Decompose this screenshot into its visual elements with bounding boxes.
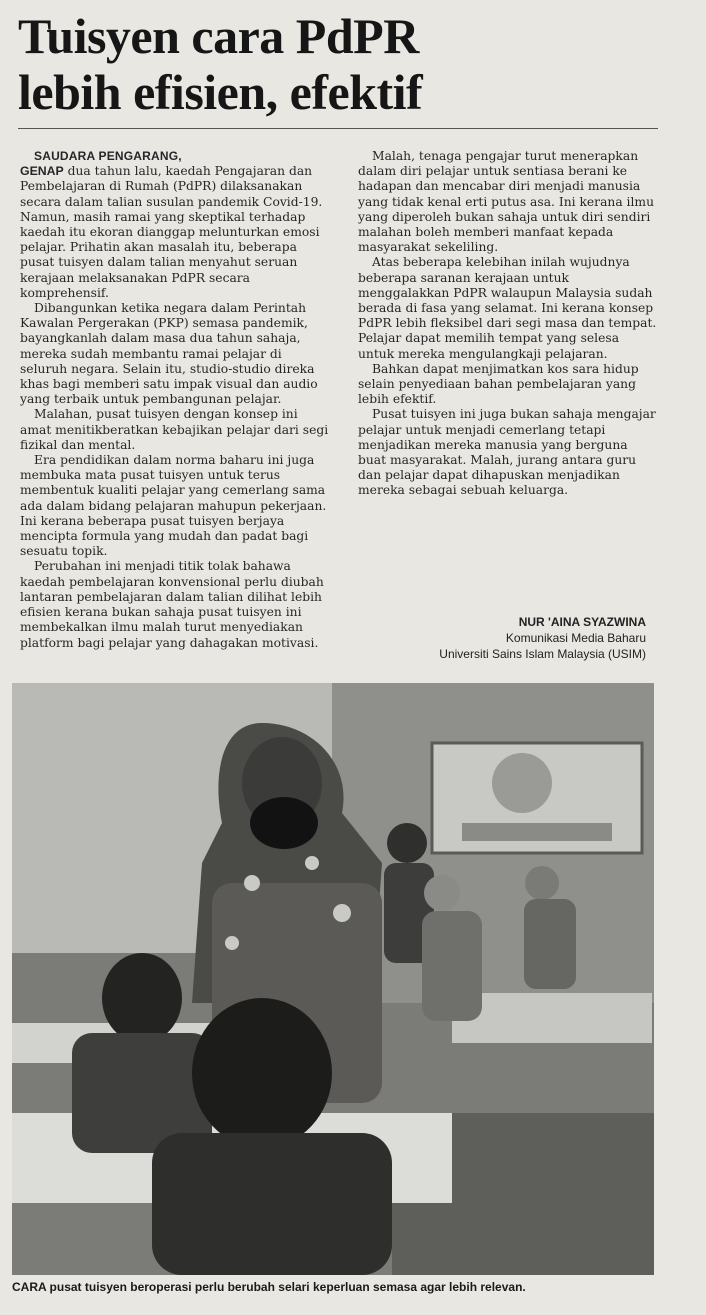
headline-divider <box>18 128 658 129</box>
paragraph-9: Pusat tuisyen ini juga bukan sahaja mengajar pelajar untuk menjadi cemerlang tetapi menjadikan mereka manusia yang berguna buat masyarakat. Malah, jurang antara guru dan pelajar dapat dihapuskan menjadikan mereka sebagai sebuah keluarga. <box>358 407 656 498</box>
author-name: NUR 'AINA SYAZWINA <box>518 615 646 629</box>
author-signature <box>439 614 646 662</box>
author-institution: Universiti Sains Islam Malaysia (USIM) <box>439 647 646 661</box>
paragraph-2: Dibangunkan ketika negara dalam Perintah Kawalan Pergerakan (PKP) semasa pandemik, bayangkanlah dalam masa dua tahun sahaja, mereka sudah membantu ramai pelajar di seluruh negara. Selain itu, studio-studio direka khas bagi memberi satu impak visual dan audio yang terbaik untuk pembangunan pelajar. <box>20 301 318 407</box>
paragraph-1-text: dua tahun lalu, kaedah Pengajaran dan Pembelajaran di Rumah (PdPR) dilaksanakan secara dalam talian susulan pandemik Covid-19. Namun, masih ramai yang skeptikal terhadap kaedah itu ekoran dianggap melunturkan emosi pelajar. Prihatin akan masalah itu, beberapa pusat tuisyen dalam talian menyahut seruan kerajaan melaksanakan PdPR secara komprehensif. <box>20 164 323 300</box>
paragraph-6: Malah, tenaga pengajar turut menerapkan dalam diri pelajar untuk sentiasa berani ke hadapan dan mencabar diri menjadi manusia yang tidak kenal erti putus asa. Ini kerana ilmu yang diperoleh bukan sahaja untuk diri sendiri malahan boleh memberi manfaat kepada masyarakat sekeliling. <box>358 149 655 255</box>
headline-line-2: lebih efisien, efektif <box>18 64 423 120</box>
paragraph-1 <box>20 164 330 301</box>
article-column-right <box>358 149 658 499</box>
paragraph-5: Perubahan ini menjadi titik tolak bahawa kaedah pembelajaran konvensional perlu diubah lantaran pembelajaran dalam talian dilihat lebih efisien kerana bukan sahaja pusat tuisyen ini membekalkan ilmu malah turut menyediakan platform bagi pelajar yang dahagakan motivasi. <box>20 559 324 650</box>
paragraph-3: Malahan, pusat tuisyen dengan konsep ini amat menitikberatkan kebajikan pelajar dari segi fizikal dan mental. <box>20 407 329 452</box>
paragraph-4: Era pendidikan dalam norma baharu ini juga membuka mata pusat tuisyen untuk terus membentuk kualiti pelajar yang cemerlang sama ada dalam bidang pelajaran mahupun pekerjaan. Ini kerana beberapa pusat tuisyen berjaya mencipta formula yang mudah dan padat bagi sesuatu topik. <box>20 453 327 559</box>
classroom-photo-illustration <box>12 683 654 1275</box>
lead-word: GENAP <box>20 164 64 179</box>
article-column-left <box>20 149 330 651</box>
paragraph-7: Atas beberapa kelebihan inilah wujudnya beberapa saranan kerajaan untuk menggalakkan PdPR walaupun Malaysia sudah berada di fasa yang selamat. Ini kerana konsep PdPR lebih fleksibel dari segi masa dan tempat. Pelajar dapat memilih tempat yang selesa untuk mereka mengulangkaji pelajaran. <box>358 255 657 361</box>
salutation: SAUDARA PENGARANG, <box>34 149 182 163</box>
headline-line-1: Tuisyen cara PdPR <box>18 8 419 64</box>
classroom-photo <box>12 683 654 1275</box>
photo-caption: CARA pusat tuisyen beroperasi perlu berubah selari keperluan semasa agar lebih relevan. <box>12 1280 526 1294</box>
headline <box>18 8 678 120</box>
paragraph-8: Bahkan dapat menjimatkan kos sara hidup selain penyediaan bahan pembelajaran yang lebih efektif. <box>358 361 639 407</box>
author-affiliation: Komunikasi Media Baharu <box>505 631 646 645</box>
